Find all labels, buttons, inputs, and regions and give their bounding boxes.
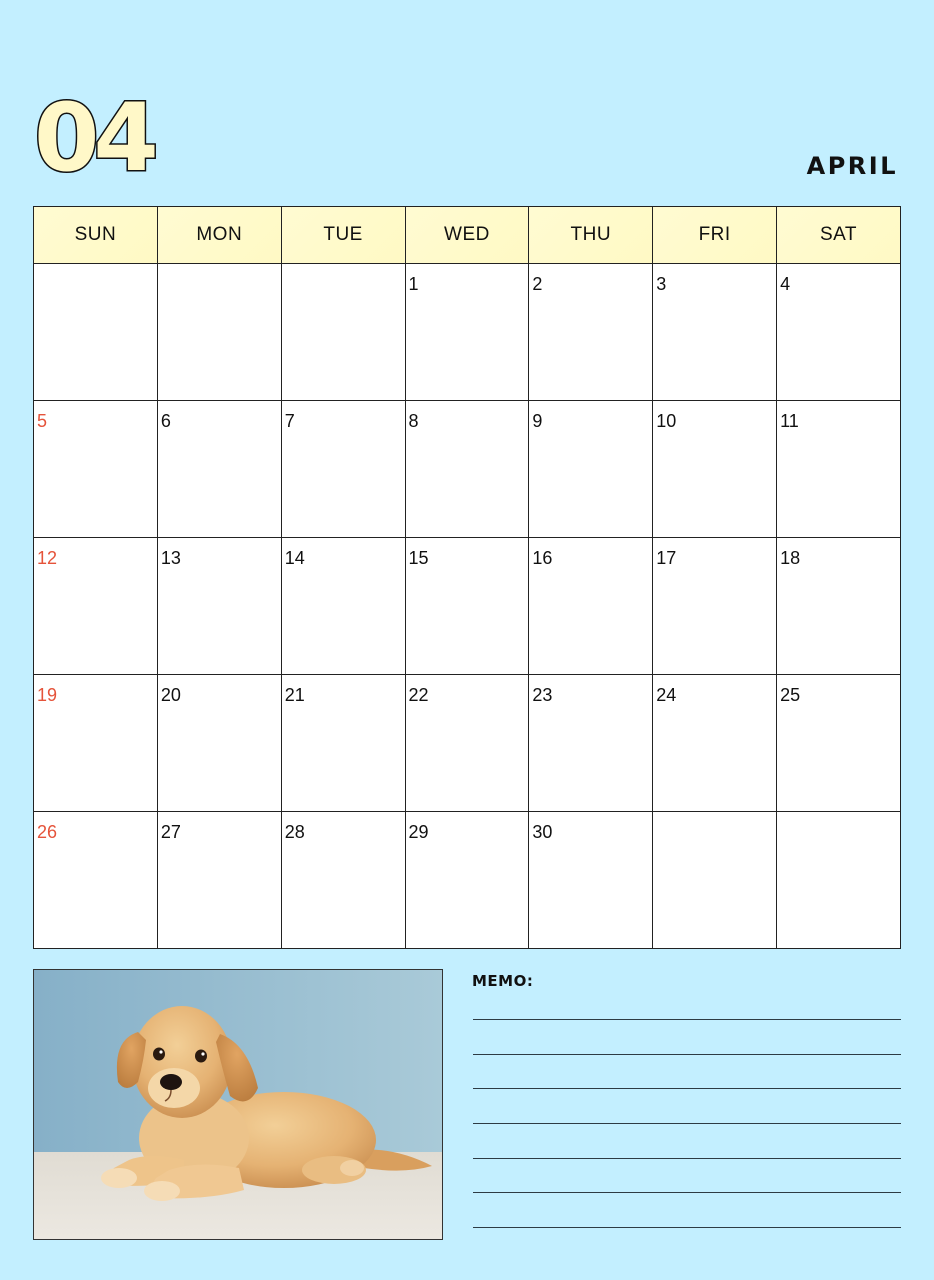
day-number: 21 bbox=[284, 685, 305, 705]
day-cell bbox=[281, 675, 405, 812]
puppy-illustration bbox=[34, 970, 442, 1239]
day-number: 3 bbox=[656, 274, 667, 294]
day-number: 30 bbox=[532, 822, 553, 842]
memo-line[interactable] bbox=[473, 1123, 901, 1124]
week-row bbox=[34, 675, 901, 812]
day-cell bbox=[157, 538, 281, 675]
day-cell bbox=[777, 812, 901, 949]
day-number: 24 bbox=[656, 685, 677, 705]
day-cell bbox=[34, 401, 158, 538]
day-cell bbox=[653, 538, 777, 675]
day-cell bbox=[529, 812, 653, 949]
memo-label: MEMO: bbox=[472, 972, 534, 990]
day-number: 17 bbox=[656, 548, 677, 568]
day-number: 7 bbox=[284, 411, 295, 431]
weekday-tue: TUE bbox=[281, 207, 405, 264]
day-cell bbox=[405, 264, 529, 401]
day-number bbox=[653, 812, 776, 822]
day-number: 9 bbox=[532, 411, 543, 431]
weekday-thu: THU bbox=[529, 207, 653, 264]
week-row bbox=[34, 264, 901, 401]
day-number: 6 bbox=[160, 411, 171, 431]
day-number bbox=[158, 264, 281, 274]
day-cell bbox=[281, 264, 405, 401]
day-cell bbox=[157, 401, 281, 538]
day-cell bbox=[281, 538, 405, 675]
day-number: 13 bbox=[160, 548, 181, 568]
day-cell bbox=[157, 264, 281, 401]
puppy-photo bbox=[33, 969, 443, 1240]
day-cell bbox=[653, 675, 777, 812]
memo-line[interactable] bbox=[473, 1158, 901, 1159]
day-cell bbox=[34, 812, 158, 949]
day-number: 22 bbox=[408, 685, 429, 705]
day-number: 27 bbox=[160, 822, 181, 842]
day-number: 16 bbox=[532, 548, 553, 568]
day-number: 26 bbox=[37, 822, 58, 842]
day-cell bbox=[777, 538, 901, 675]
month-number: 04 bbox=[34, 84, 153, 193]
day-cell bbox=[34, 538, 158, 675]
day-number: 29 bbox=[408, 822, 429, 842]
day-number: 1 bbox=[408, 274, 419, 294]
day-cell bbox=[405, 812, 529, 949]
month-name: APRIL bbox=[806, 152, 898, 180]
day-cell bbox=[529, 675, 653, 812]
day-number: 11 bbox=[780, 411, 799, 431]
day-number: 15 bbox=[408, 548, 429, 568]
weekday-wed: WED bbox=[405, 207, 529, 264]
day-number bbox=[34, 264, 157, 274]
memo-line[interactable] bbox=[473, 1019, 901, 1020]
day-cell bbox=[34, 264, 158, 401]
day-cell bbox=[34, 675, 158, 812]
memo-line[interactable] bbox=[473, 1192, 901, 1193]
day-number: 14 bbox=[284, 548, 305, 568]
day-cell bbox=[653, 264, 777, 401]
day-cell bbox=[281, 812, 405, 949]
calendar-grid bbox=[33, 206, 901, 949]
day-number: 12 bbox=[37, 548, 58, 568]
day-number: 19 bbox=[37, 685, 58, 705]
day-number: 8 bbox=[408, 411, 419, 431]
day-number bbox=[282, 264, 405, 274]
day-number bbox=[777, 812, 900, 822]
day-number: 20 bbox=[160, 685, 181, 705]
day-cell bbox=[405, 675, 529, 812]
day-number: 28 bbox=[284, 822, 305, 842]
day-cell bbox=[529, 538, 653, 675]
day-cell bbox=[777, 675, 901, 812]
week-row bbox=[34, 812, 901, 949]
weekday-header-row bbox=[34, 207, 901, 264]
weekday-sun: SUN bbox=[34, 207, 158, 264]
day-number: 5 bbox=[37, 411, 48, 431]
day-cell bbox=[405, 401, 529, 538]
memo-line[interactable] bbox=[473, 1227, 901, 1228]
day-cell bbox=[653, 401, 777, 538]
day-number: 10 bbox=[656, 411, 677, 431]
day-cell bbox=[405, 538, 529, 675]
week-row bbox=[34, 538, 901, 675]
memo-line[interactable] bbox=[473, 1088, 901, 1089]
weekday-fri: FRI bbox=[653, 207, 777, 264]
day-cell bbox=[157, 812, 281, 949]
day-cell bbox=[777, 401, 901, 538]
day-cell bbox=[281, 401, 405, 538]
day-number: 2 bbox=[532, 274, 543, 294]
weekday-mon: MON bbox=[157, 207, 281, 264]
day-number: 18 bbox=[780, 548, 801, 568]
day-number: 23 bbox=[532, 685, 553, 705]
weekday-sat: SAT bbox=[777, 207, 901, 264]
day-cell bbox=[529, 401, 653, 538]
day-cell bbox=[777, 264, 901, 401]
memo-line[interactable] bbox=[473, 1054, 901, 1055]
day-number: 4 bbox=[780, 274, 791, 294]
day-number: 25 bbox=[780, 685, 801, 705]
week-row bbox=[34, 401, 901, 538]
day-cell bbox=[653, 812, 777, 949]
day-cell bbox=[157, 675, 281, 812]
day-cell bbox=[529, 264, 653, 401]
